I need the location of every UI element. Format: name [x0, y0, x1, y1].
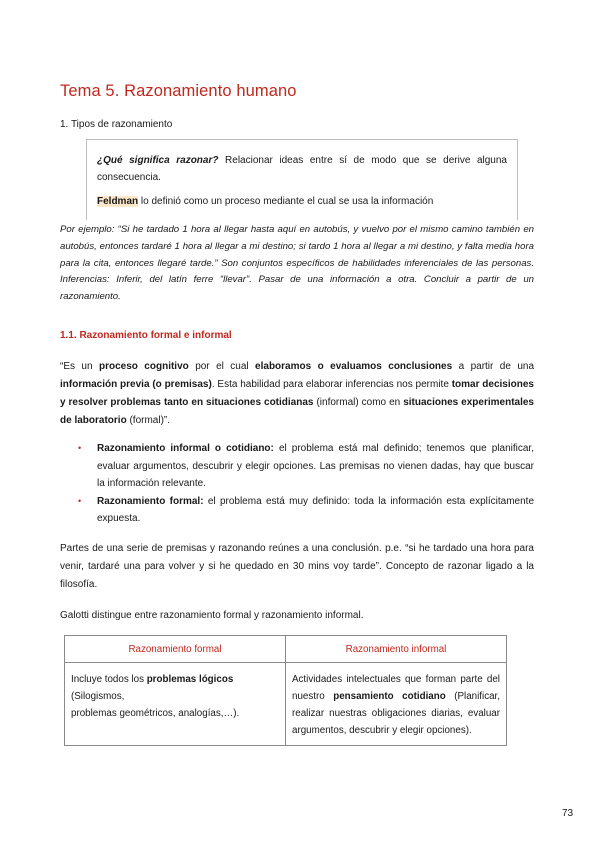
definition-bold: información previa (o premisas)	[60, 379, 212, 390]
section-heading: 1.1. Razonamiento formal e informal	[60, 330, 232, 341]
definition-text: (informal) como en	[313, 397, 404, 408]
cell-informal	[286, 663, 507, 746]
bullet-text: el problema está muy definido: toda la información esta explícitamente expuesta.	[97, 495, 535, 524]
definition-bold: elaboramos o evaluamos conclusiones	[255, 361, 453, 372]
galotti-paragraph: Galotti distingue entre razonamiento formal y razonamiento informal.	[60, 610, 364, 621]
table-header-row	[65, 636, 507, 663]
cell-text: Incluye todos los	[71, 674, 147, 685]
callout-paragraph-2	[97, 194, 507, 211]
definition-text: . Esta habilidad para elaborar inferencias nos permite	[211, 379, 452, 390]
definition-paragraph	[60, 358, 534, 430]
bullet-icon: •	[78, 495, 82, 506]
partes-paragraph: Partes de una serie de premisas y razonando reúnes a una conclusión. p.e. “si he tardado una hora para venir, tardaré una para volver y si he quedado en 30 mins voy tarde”. Concepto de razonar ligado a la filosofía.	[60, 543, 534, 590]
header-formal: Razonamiento formal	[65, 636, 286, 663]
header-informal: Razonamiento informal	[286, 636, 507, 663]
bullet-term: Razonamiento formal:	[97, 495, 204, 507]
cell-bold: pensamiento cotidiano	[333, 691, 446, 702]
definition-bold: proceso cognitivo	[98, 361, 189, 372]
subsection-title: 1. Tipos de razonamiento	[60, 119, 173, 130]
page-number: 73	[562, 808, 574, 819]
bullet-list	[76, 440, 534, 528]
definition-text: (formal)”.	[126, 415, 171, 426]
feldman-highlight: Feldman	[97, 196, 139, 207]
definition-bold: situaciones experimentales de laboratorio	[60, 397, 534, 426]
bullet-term: Razonamiento informal o cotidiano:	[97, 443, 274, 454]
definition-bold: tomar decisiones y resolver problemas tanto en situaciones cotidianas	[60, 379, 534, 408]
bullet-icon: •	[78, 443, 82, 453]
callout-paragraph-1	[97, 153, 507, 186]
page-title: Tema 5. Razonamiento humano	[60, 82, 297, 100]
cell-text: problemas geométricos, analogías,…).	[71, 708, 240, 719]
list-item	[76, 493, 534, 528]
callout-question: ¿Qué significa razonar?	[97, 155, 219, 166]
feldman-text: lo definió como un proceso mediante el cual se usa la información	[138, 196, 434, 207]
bullet-text: el problema está mal definido; tenemos que planificar, evaluar argumentos, descubrir y elegir opciones. Las premisas no vienen dadas, hay que buscar la información relevante.	[97, 443, 534, 489]
cell-text: (Planificar, realizar nuestras obligaciones diarias, evaluar argumentos, descubrir y elegir opciones).	[292, 691, 500, 736]
definition-callout-box	[86, 139, 518, 220]
list-item	[76, 440, 534, 493]
comparison-table	[64, 635, 507, 746]
callout-answer: Relacionar ideas entre sí de modo que se derive alguna consecuencia.	[97, 155, 507, 183]
definition-text: “Es un	[60, 361, 99, 372]
definition-text: a partir de una	[452, 361, 535, 372]
example-paragraph: Por ejemplo: “Si he tardado 1 hora al llegar hasta aquí en autobús, y vuelvo por el mismo camino también en autobús, entonces tardaré 1 hora al llegar a mi destino; si tardo 1 hora al llegar a mi destino, y falta media hora para la cita, entonces llegaré tarde.” Son conjuntos específicos de habilidades inferenciales de las personas. Inferencias: Inferir, del latín ferre “llevar”. Pasar de una información a otra. Concluir a partir de un razonamiento.	[60, 224, 534, 303]
cell-bold: problemas lógicos	[146, 674, 234, 685]
cell-text: (Silogismos,	[71, 691, 125, 702]
definition-text: por el cual	[188, 361, 256, 372]
cell-formal	[65, 663, 286, 746]
cell-text: Actividades intelectuales que forman parte del nuestro	[292, 674, 500, 702]
table-row	[65, 663, 507, 746]
